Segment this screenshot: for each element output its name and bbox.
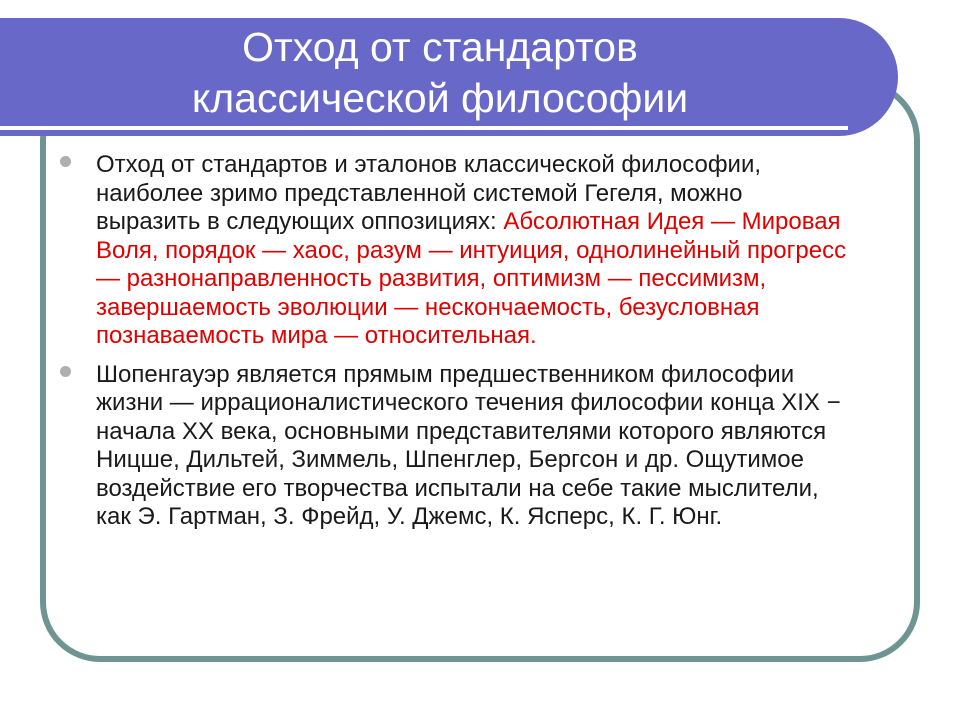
title-underline — [0, 126, 848, 130]
bullet-item-2 — [60, 361, 850, 532]
bullet-dot-icon — [60, 156, 71, 167]
bullet-1-highlight-text: Абсолютная Идея — Мировая Воля, порядок — хаос, разум — интуиция, однолинейный прогресс — разнонаправленность развития, оптимизм — пессимизм, завершаемость эволюции — нескончаемость, безусловная познаваемость мира — относительная. — [96, 208, 847, 349]
slide-title-line-1: Отход от стандартов — [242, 24, 638, 70]
slide-title — [60, 22, 820, 124]
bullet-dot-icon — [60, 366, 71, 377]
slide-title-line-2: классической философии — [191, 75, 689, 121]
bullet-item-1 — [60, 151, 850, 351]
bullet-1-text: Отход от стандартов и эталонов классической философии, наиболее зримо представленной системой Гегеля, можно выразить в следующих оппозициях: — [96, 151, 762, 235]
bullet-list — [60, 151, 850, 542]
bullet-2-text: Шопенгауэр является прямым предшественником философии жизни — иррационалистического течения философии конца XIX − начала XX века, основными представителями которого являются Ницше, Дильтей, Зиммель, Шпенглер, Бергсон и др. Ощутимое воздействие его творчества испытали на себе такие мыслители, как Э. Гартман, З. Фрейд, У. Джемс, К. Ясперс, К. Г. Юнг. — [96, 360, 841, 530]
